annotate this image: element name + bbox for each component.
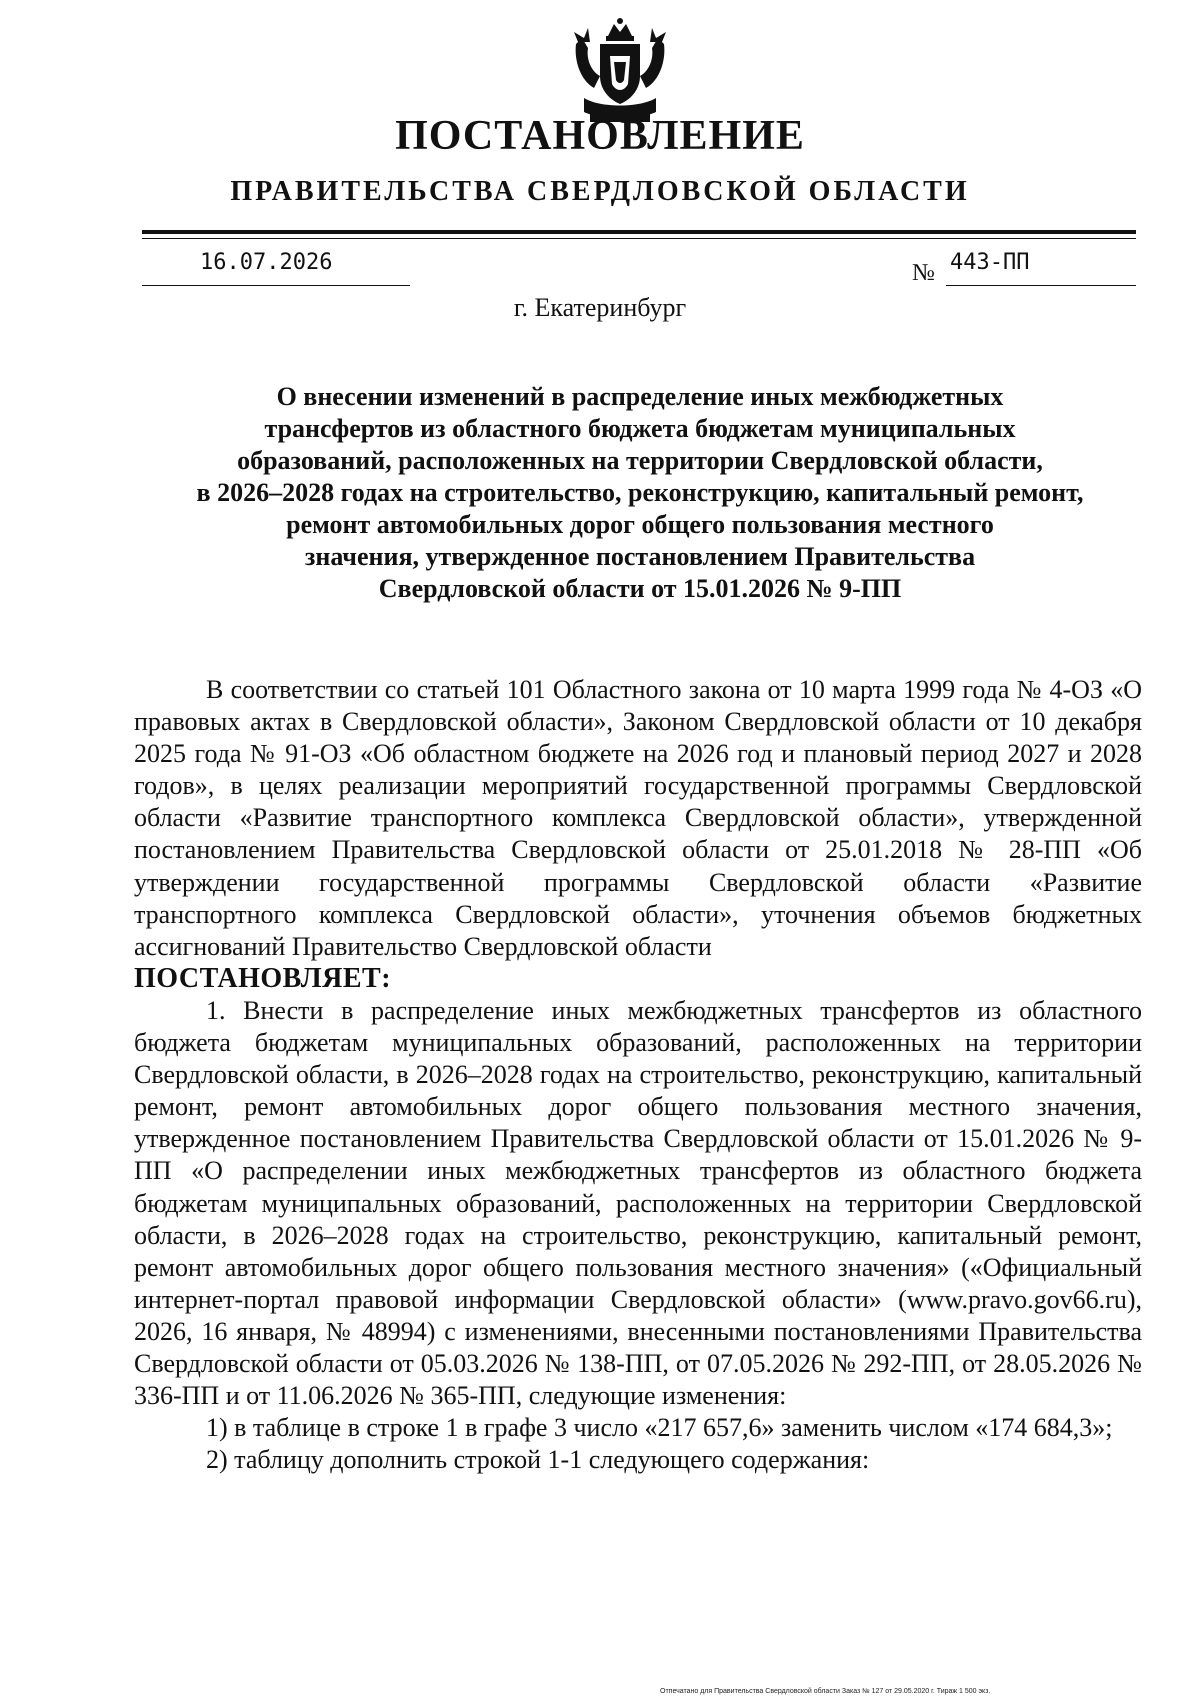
header-divider-thick [142,230,1136,234]
heading-line: в 2026–2028 годах на строительство, реконструкцию, капитальный ремонт, [196,478,1084,507]
document-title: ПОСТАНОВЛЕНИЕ [395,113,805,159]
heading-line: трансфертов из областного бюджета бюджетам муниципальных [264,414,1016,443]
heading-line: О внесении изменений в распределение иных межбюджетных [276,382,1004,411]
heading-line: Свердловской области от 15.01.2026 № 9-ПП [378,574,902,603]
document-issuer: ПРАВИТЕЛЬСТВА СВЕРДЛОВСКОЙ ОБЛАСТИ [230,176,970,207]
date-underline [142,285,410,286]
heading-line: образований, расположенных на территории Свердловской области, [237,446,1043,475]
coat-of-arms-icon [570,14,670,126]
heading-line: значения, утвержденное постановлением Правительства [304,542,976,571]
document-body [134,674,1142,1476]
subitem-2-paragraph: 2) таблицу дополнить строкой 1-1 следующего содержания: [206,1445,870,1475]
document-city: г. Екатеринбург [513,293,687,322]
item-1-paragraph: 1. Внести в распределение иных межбюджетных трансфертов из областного бюджета бюджетам муниципальных образований, расположенных на территории Свердловской области, в 2026–2028 годах на строительство, реконструкцию, капитальный ремонт, ремонт автомобильных дорог общего пользования местного значения, утвержденное постановлением Правительства Свердловской области от 15.01.2026 № 9-ПП «О распределении иных межбюджетных трансфертов из областного бюджета бюджетам муниципальных образований, расположенных на территории Свердловской области, в 2026–2028 годах на строительство, реконструкцию, капитальный ремонт, ремонт автомобильных дорог общего пользования местного значения» («Официальный интернет-портал правовой информации Свердловской области» (www.pravo.gov66.ru), 2026, 16 января, № 48994) с изменениями, внесенными постановлениями Правительства Свердловской области от 05.03.2026 № 138-ПП, от 07.05.2026 № 292-ПП, от 28.05.2026 № 336-ПП и от 11.06.2026 № 365-ПП, следующие изменения: [134,995,1142,1411]
document-heading [130,381,1150,605]
preamble-paragraph: В соответствии со статьей 101 Областного закона от 10 марта 1999 года № 4-ОЗ «О правовых актах в Свердловской области», Законом Свердловской области от 10 декабря 2025 года № 91-ОЗ «Об областном бюджете на 2026 год и плановый период 2027 и 2028 годов», в целях реализации мероприятий государственной программы Свердловской области «Развитие транспортного комплекса Свердловской области», утвержденной постановлением Правительства Свердловской области от 25.01.2018 № 28-ПП «Об утверждении государственной программы Свердловской области «Развитие транспортного комплекса Свердловской области», уточнения объемов бюджетных ассигнований Правительство Свердловской области [134,675,1142,961]
header-divider-thin [142,238,1136,239]
document-number: 443-ПП [950,250,1030,275]
decree-word: ПОСТАНОВЛЯЕТ: [134,962,392,994]
heading-line: ремонт автомобильных дорог общего пользования местного [286,510,994,539]
print-note: Отпечатано для Правительства Свердловской области Заказ № 127 от 29.05.2020 г. Тираж 1 500 экз. [660,1688,991,1695]
number-sign: № [912,260,935,286]
subitem-1-paragraph: 1) в таблице в строке 1 в графе 3 число «217 657,6» заменить числом «174 684,3»; [206,1413,1113,1443]
number-underline [946,285,1136,286]
document-date: 16.07.2026 [200,250,333,275]
